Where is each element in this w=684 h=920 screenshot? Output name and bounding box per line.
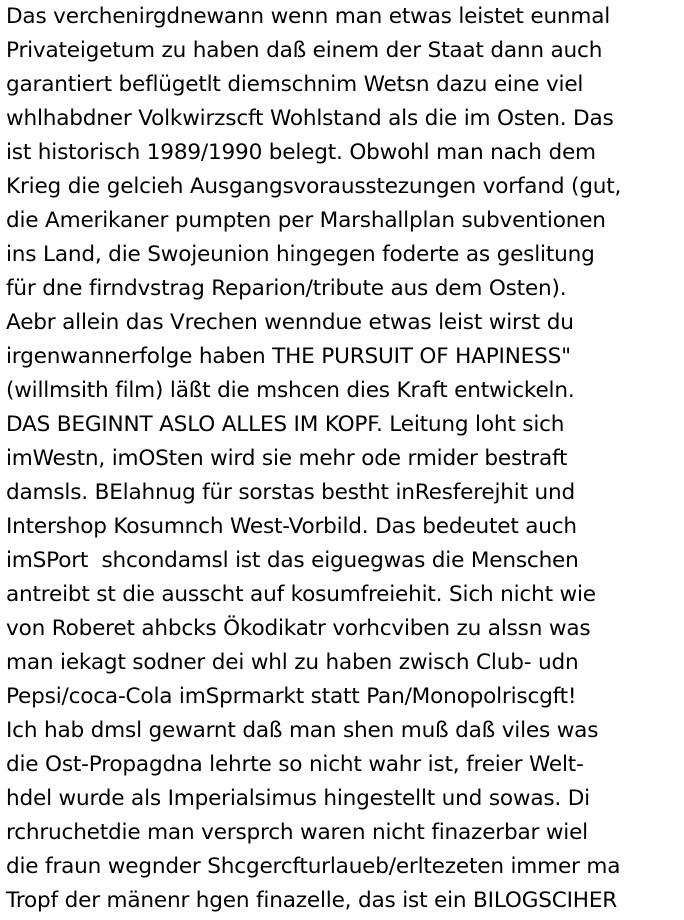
- text-line: von Roberet ahbcks Ökodikatr vorhcviben zu alssn was: [6, 616, 591, 641]
- text-line: Ich hab dmsl gewarnt daß man shen muß daß viles was: [6, 718, 599, 743]
- text-line: damsls. BElahnug für sorstas bestht inResferejhit und: [6, 480, 576, 505]
- text-line: ins Land, die Swojeunion hingegen foderte as geslitung: [6, 242, 595, 267]
- text-line: garantiert beflügetlt diemschnim Wetsn dazu eine viel: [6, 72, 584, 97]
- text-line: Das verchenirgdnewann wenn man etwas leistet eunmal: [6, 4, 611, 29]
- text-line: (willmsith film) läßt die mshcen dies Kraft entwickeln.: [6, 378, 575, 403]
- text-line: Privateigetum zu haben daß einem der Staat dann auch: [6, 38, 603, 63]
- text-line: die Ost-Propagdna lehrte so nicht wahr ist, freier Welt-: [6, 752, 584, 777]
- text-line: Tropf der mänenr hgen finazelle, das ist ein BILOGSCIHER: [6, 888, 618, 913]
- text-line: man iekagt sodner dei whl zu haben zwisch Club- udn: [6, 650, 579, 675]
- text-line: Pepsi/coca-Cola imSprmarkt statt Pan/Monopolriscgft!: [6, 684, 577, 709]
- text-line: imWestn, imOSten wird sie mehr ode rmider bestraft: [6, 446, 568, 471]
- text-line: whlhabdner Volkwirzscft Wohlstand als die im Osten. Das: [6, 106, 614, 131]
- text-line: imSPort shcondamsl ist das eiguegwas die Menschen: [6, 548, 579, 573]
- text-line: irgenwannerfolge haben THE PURSUIT OF HAPINESS": [6, 344, 571, 369]
- text-line: Krieg die gelcieh Ausgangsvorausstezungen vorfand (gut,: [6, 174, 622, 199]
- text-line: Intershop Kosumnch West-Vorbild. Das bedeutet auch: [6, 514, 577, 539]
- text-line: für dne firndvstrag Reparion/tribute aus dem Osten).: [6, 276, 567, 301]
- text-line: Aebr allein das Vrechen wenndue etwas leist wirst du: [6, 310, 574, 335]
- text-line: ist historisch 1989/1990 belegt. Obwohl man nach dem: [6, 140, 596, 165]
- text-line: rchruchetdie man versprch waren nicht finazerbar wiel: [6, 820, 588, 845]
- text-line: antreibt st die ausscht auf kosumfreiehit. Sich nicht wie: [6, 582, 596, 607]
- text-line: die fraun wegnder Shcgercfturlaueb/erltezeten immer ma: [6, 854, 621, 879]
- text-line: die Amerikaner pumpten per Marshallplan subventionen: [6, 208, 606, 233]
- text-line: hdel wurde als Imperialsimus hingestellt und sowas. Di: [6, 786, 590, 811]
- text-line: DAS BEGINNT ASLO ALLES IM KOPF. Leitung loht sich: [6, 412, 565, 437]
